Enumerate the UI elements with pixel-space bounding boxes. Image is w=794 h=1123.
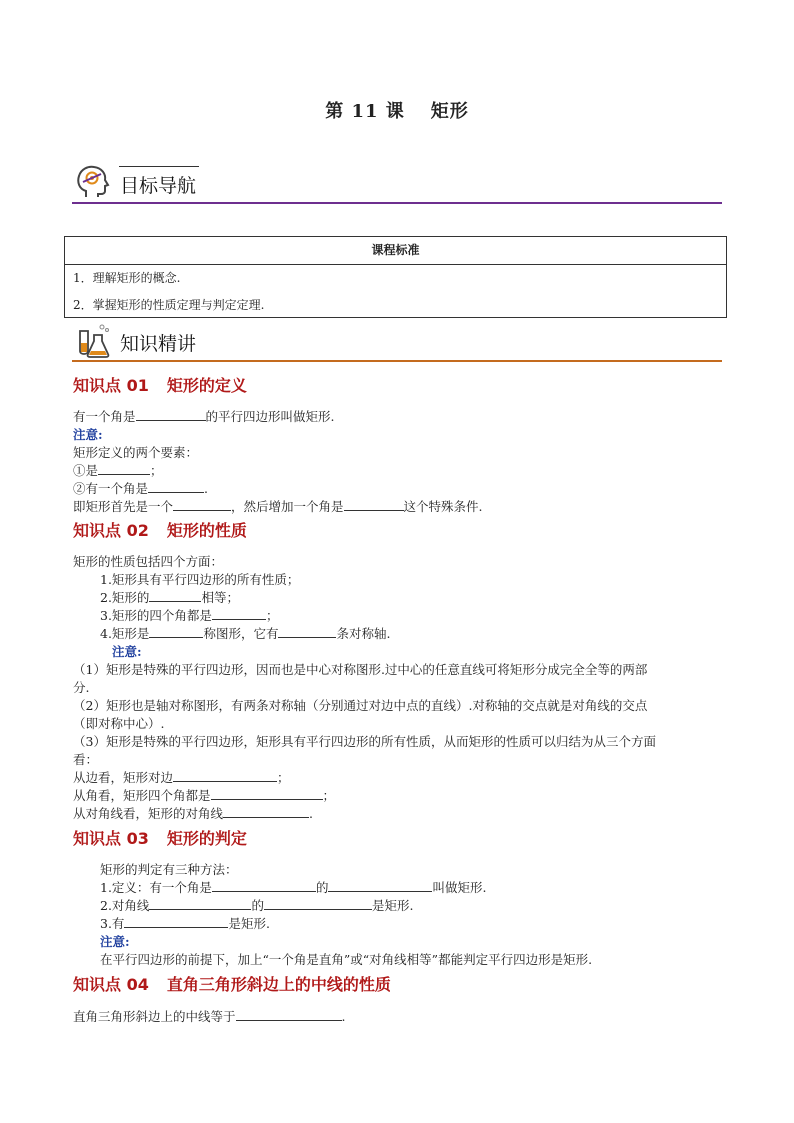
header-overline	[119, 166, 199, 167]
answer-blank[interactable]	[344, 498, 404, 511]
kp-title: 矩形的性质	[166, 521, 247, 540]
standard-item: 1．理解矩形的概念.	[73, 271, 181, 285]
text-line: （2）矩形也是轴对称图形，有两条对称轴（分别通过对边中点的直线）.对称轴的交点就是对角线的交点	[73, 698, 648, 713]
text-line: ①是 ；	[73, 463, 163, 478]
text-line: 分.	[73, 680, 90, 695]
kp-number: 知识点 03	[73, 829, 149, 848]
text-line: 即矩形首先是一个 ，然后增加一个角是 这个特殊条件.	[73, 499, 483, 514]
head-gear-icon	[72, 163, 112, 201]
text-line: 1.定义：有一个角是 的 叫做矩形.	[100, 880, 487, 895]
text-line: 2.对角线 的 是矩形.	[100, 898, 414, 913]
text-line: （1）矩形是特殊的平行四边形，因而也是中心对称图形.过中心的任意直线可将矩形分成完全全等的两部	[73, 662, 648, 677]
answer-blank[interactable]	[212, 607, 266, 620]
text-line: 从角看，矩形四个角都是 ；	[73, 788, 336, 803]
text-line: 3.有 是矩形.	[100, 916, 270, 931]
course-standards-table	[64, 236, 727, 318]
answer-blank[interactable]	[328, 879, 432, 892]
text-line: （3）矩形是特殊的平行四边形，矩形具有平行四边形的所有性质，从而矩形的性质可以归结为从三个方面	[73, 734, 656, 749]
goal-header-rule	[72, 202, 722, 204]
text-line: 矩形定义的两个要素：	[73, 445, 199, 460]
text-line: 4.矩形是 称图形，它有 条对称轴.	[100, 626, 391, 641]
kp-title: 矩形的定义	[166, 376, 247, 395]
answer-blank[interactable]	[212, 879, 316, 892]
answer-blank[interactable]	[264, 897, 372, 910]
answer-blank[interactable]	[223, 805, 309, 818]
text-line: 从对角线看，矩形的对角线 .	[73, 806, 313, 821]
text-line: 看：	[73, 752, 99, 767]
answer-blank[interactable]	[124, 915, 228, 928]
page-title	[0, 97, 794, 123]
answer-blank[interactable]	[211, 787, 323, 800]
answer-blank[interactable]	[173, 498, 231, 511]
kp-number: 知识点 02	[73, 521, 149, 540]
knowledge-point-heading	[73, 972, 391, 995]
answer-blank[interactable]	[136, 408, 206, 421]
lesson-topic: 矩形	[430, 101, 469, 122]
knowledge-point-heading	[73, 826, 247, 849]
answer-blank[interactable]	[148, 480, 204, 493]
answer-blank[interactable]	[98, 462, 150, 475]
text-line: （即对称中心）.	[73, 716, 165, 731]
standard-item: 2．掌握矩形的性质定理与判定定理.	[73, 298, 265, 312]
answer-blank[interactable]	[236, 1008, 342, 1021]
text-line: 从边看，矩形对边 ；	[73, 770, 290, 785]
answer-blank[interactable]	[149, 625, 203, 638]
knowledge-header	[72, 318, 722, 362]
text-line: ②有一个角是 .	[73, 481, 208, 496]
text-line: 直角三角形斜边上的中线等于 .	[73, 1009, 346, 1024]
answer-blank[interactable]	[278, 625, 336, 638]
knowledge-point-heading	[73, 518, 247, 541]
kp-number: 知识点 04	[73, 975, 149, 994]
answer-blank[interactable]	[149, 589, 201, 602]
knowledge-point-heading	[73, 373, 247, 396]
lesson-number: 第 11 课	[325, 101, 405, 122]
flask-icon	[72, 321, 112, 359]
answer-blank[interactable]	[173, 769, 277, 782]
note-label: 注意:	[112, 644, 142, 659]
text-line: 3.矩形的四个角都是 ；	[100, 608, 279, 623]
note-label: 注意:	[100, 934, 130, 949]
knowledge-header-rule	[72, 360, 722, 362]
text-line: 矩形的性质包括四个方面：	[73, 554, 224, 569]
text-line: 1.矩形具有平行四边形的所有性质；	[100, 572, 300, 587]
goal-navigation-header	[72, 160, 722, 204]
knowledge-label: 知识精讲	[120, 333, 197, 355]
goal-navigation-label: 目标导航	[120, 175, 197, 197]
kp-title: 矩形的判定	[166, 829, 247, 848]
kp-number: 知识点 01	[73, 376, 149, 395]
text-line: 在平行四边形的前提下，加上“一个角是直角”或“对角线相等”都能判定平行四边形是矩形.	[100, 952, 593, 967]
text-line: 2.矩形的 相等；	[100, 590, 239, 605]
text-line: 有一个角是 的平行四边形叫做矩形.	[73, 409, 335, 424]
answer-blank[interactable]	[149, 897, 251, 910]
text-line: 矩形的判定有三种方法：	[100, 862, 238, 877]
standards-header: 课程标准	[65, 237, 726, 265]
kp-title: 直角三角形斜边上的中线的性质	[166, 975, 391, 994]
note-label: 注意:	[73, 427, 103, 442]
